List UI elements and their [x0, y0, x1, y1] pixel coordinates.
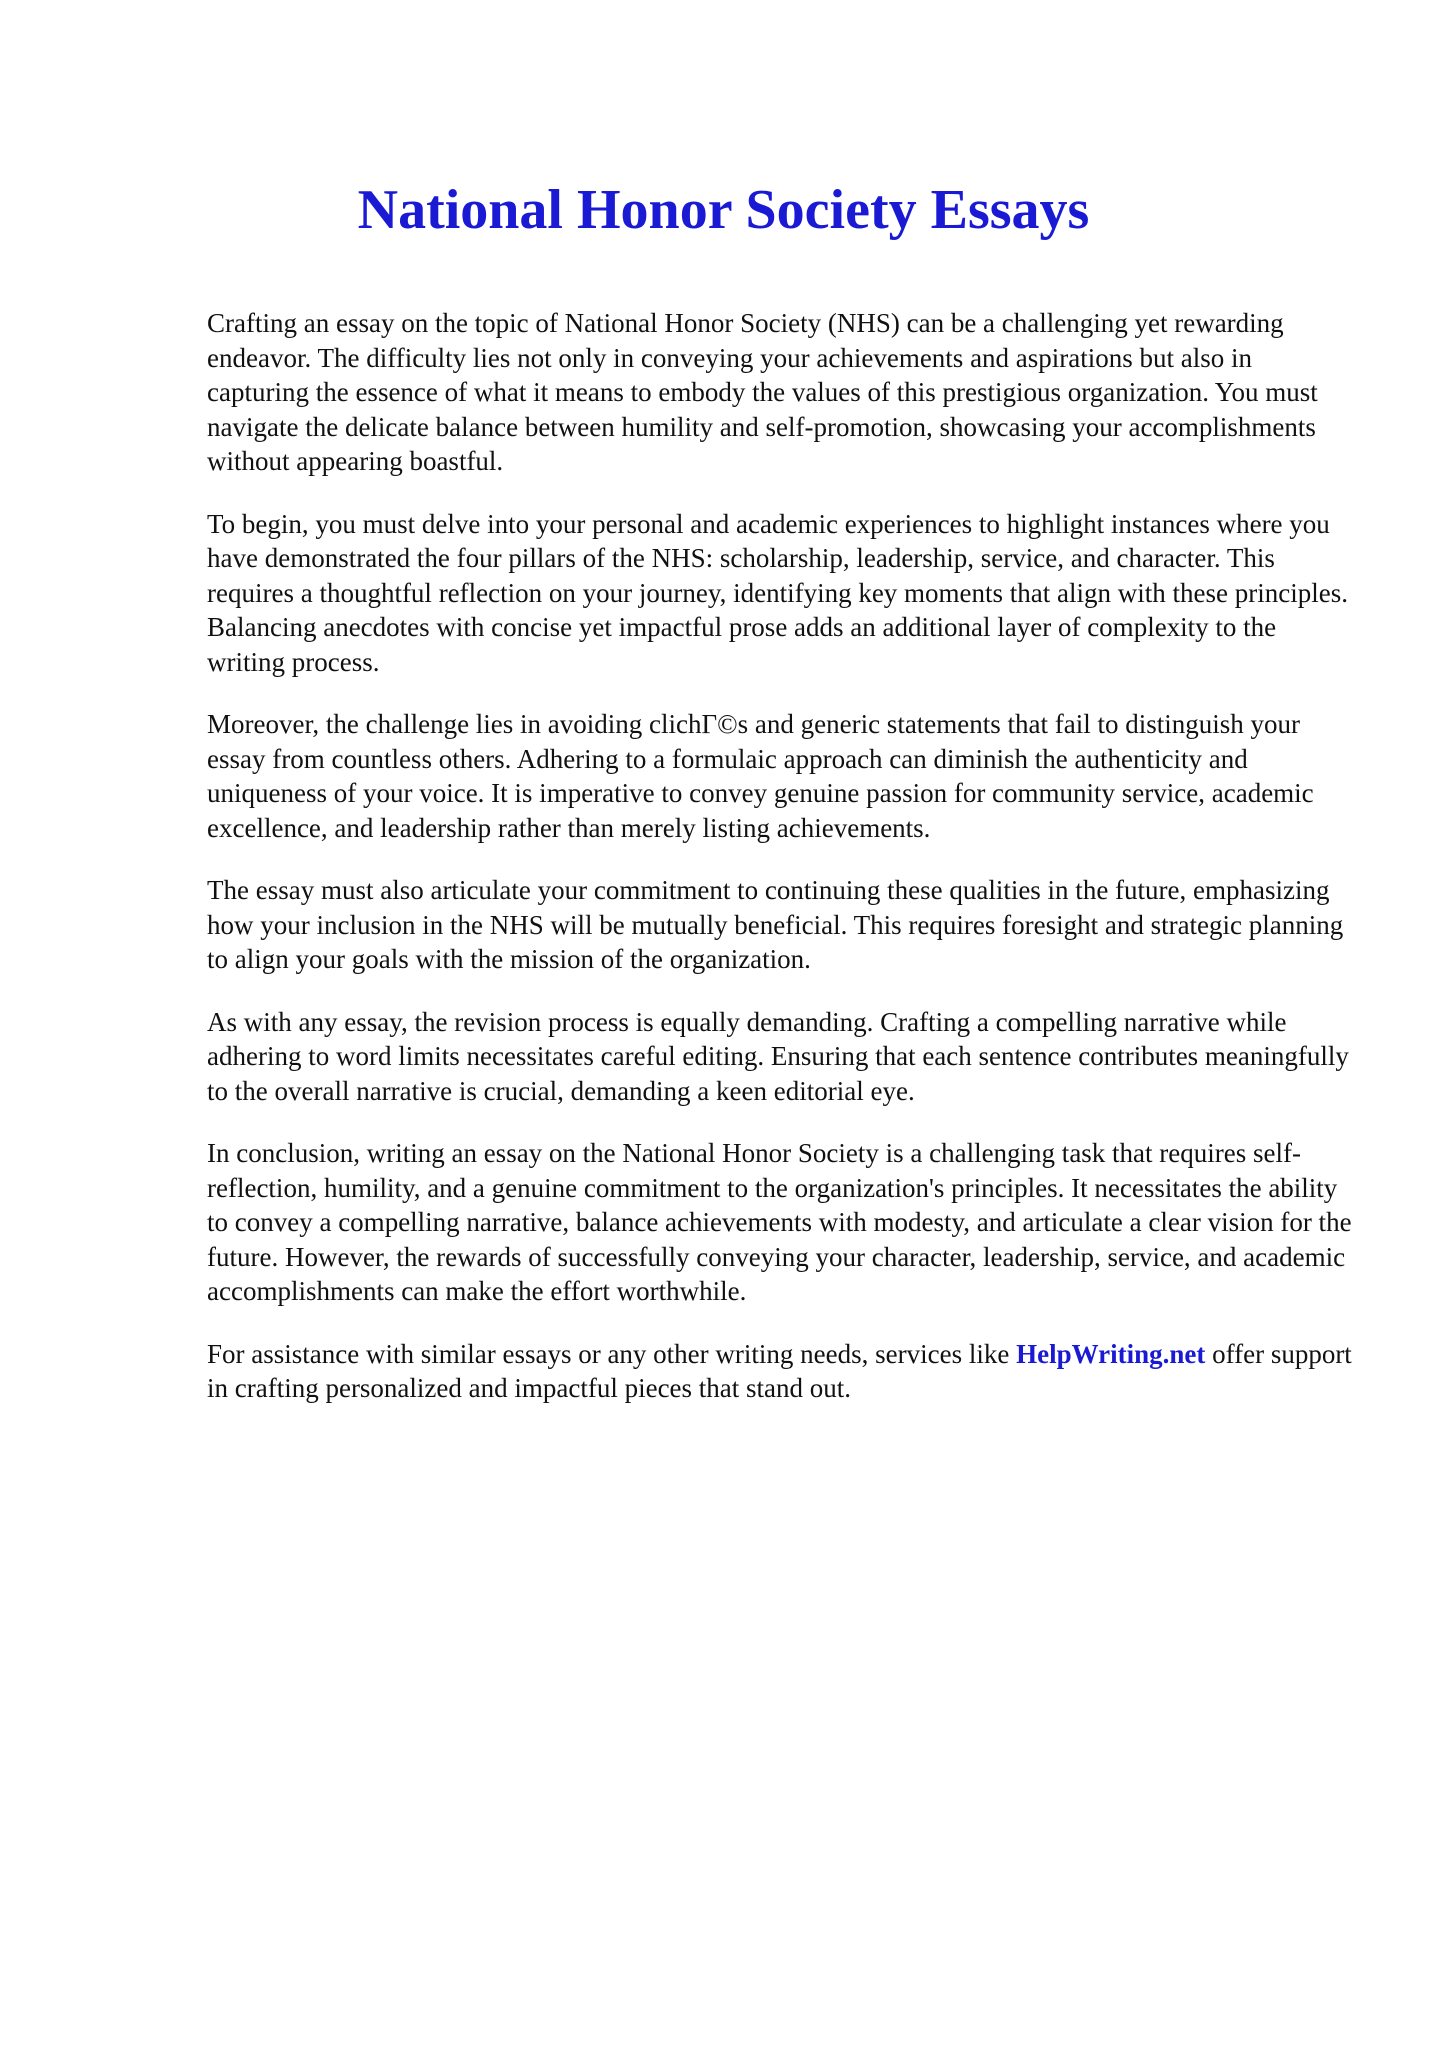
paragraph-3: Moreover, the challenge lies in avoiding clichΓ©s and generic statements that fail to distinguish your essay from countless others. Adhering to a formulaic approach can diminish the authenticity and uniqueness of your voice. It is imperative to convey genuine passion for community service, academic excellence, and leadership rather than merely listing achievements. — [207, 709, 1314, 843]
paragraph-5: As with any essay, the revision process is equally demanding. Crafting a compelling narrative while adhering to word limits necessitates careful editing. Ensuring that each sentence contributes meaningfully to the overall narrative is crucial, demanding a keen editorial eye. — [207, 1006, 1349, 1106]
paragraph-2: To begin, you must delve into your personal and academic experiences to highlight instances where you have demonstrated the four pillars of the NHS: scholarship, leadership, service, and character. This requires a thoughtful reflection on your journey, identifying key moments that align with these principles. Balancing anecdotes with concise yet impactful prose adds an additional layer of complexity to the writing process. — [207, 508, 1348, 677]
paragraph-4: The essay must also articulate your commitment to continuing these qualities in the future, emphasizing how your inclusion in the NHS will be mutually beneficial. This requires foresight and strategic planning to align your goals with the mission of the organization. — [207, 875, 1344, 974]
paragraph-1: Crafting an essay on the topic of National Honor Society (NHS) can be a challenging yet rewarding endeavor. The difficulty lies not only in conveying your achievements and aspirations but also in capturing the essence of what it means to embody the values of this prestigious organization. You must navigate the delicate balance between humility and self-promotion, showcasing your accomplishments without appearing boastful. — [207, 308, 1318, 476]
closing-paragraph — [207, 1337, 1357, 1406]
document-body — [207, 306, 1357, 1434]
paragraph-6: In conclusion, writing an essay on the National Honor Society is a challenging task that requires self-reflection, humility, and a genuine commitment to the organization's principles. It necessitates the ability to convey a compelling narrative, balance achievements with modesty, and articulate a clear vision for the future. However, the rewards of successfully conveying your character, leadership, service, and academic accomplishments can make the effort worthwhile. — [207, 1138, 1352, 1306]
closing-text-before-link: For assistance with similar essays or any other writing needs, services like — [207, 1338, 1010, 1369]
helpwriting-link[interactable]: HelpWriting.net — [1016, 1338, 1206, 1369]
document-title: National Honor Society Essays — [357, 179, 1090, 241]
closing-text-after-link: offer support in crafting personalized and impactful pieces that stand out. — [207, 1338, 1352, 1403]
